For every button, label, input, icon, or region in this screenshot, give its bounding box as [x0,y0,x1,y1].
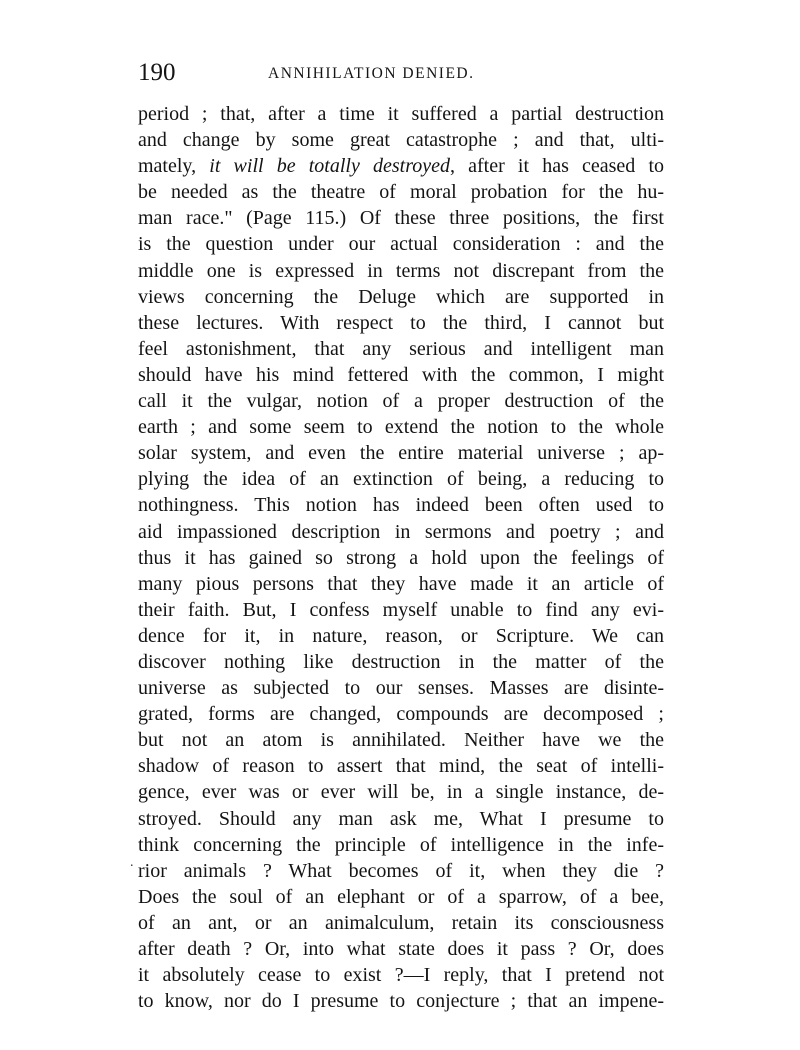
text-segment: but not an atom is annihilated. Neither have we the [138,729,664,752]
text-segment: plying the idea of an extinction of being, a reducing to [138,468,664,491]
text-line [138,623,664,649]
text-line [138,284,664,310]
text-segment: shadow of reason to assert that mind, the seat of intelli- [138,755,664,778]
text-line [138,753,664,779]
text-segment: after death ? Or, into what state does it pass ? Or, does [138,938,664,960]
text-line [138,205,664,231]
text-line [138,936,664,962]
text-segment: period ; that, after a time it suffered a partial destruction [138,103,664,125]
text-line [138,336,664,362]
text-segment: solar system, and even the entire material universe ; ap- [138,442,664,465]
text-line [138,231,664,257]
text-line [138,806,664,832]
text-line [138,179,664,205]
text-line [138,440,664,466]
text-segment: earth ; and some seem to extend the notion to the whole [138,416,664,439]
running-head [138,58,668,88]
text-segment: universe as subjected to our senses. Masses are disinte- [138,677,664,700]
text-segment: dence for it, in nature, reason, or Scripture. We can [138,624,664,647]
text-line [138,127,664,153]
text-line [138,310,664,336]
text-segment: aid impassioned description in sermons and poetry ; and [138,520,664,543]
text-line [138,153,664,179]
text-line [138,649,664,675]
text-segment: thus it has gained so strong a hold upon the feelings of [138,546,664,569]
text-segment: should have his mind fettered with the common, I might [138,363,664,386]
text-line [138,832,664,858]
italic-phrase: it will be totally destroyed [209,155,450,178]
text-line [138,492,664,518]
running-title: ANNIHILATION DENIED. [268,65,475,82]
text-line [138,519,664,545]
text-segment: is the question under our actual consideration : and the [138,233,664,256]
text-line [138,988,664,1014]
text-segment: be needed as the theatre of moral probation for the hu- [138,181,664,204]
text-segment: of an ant, or an animalculum, retain its consciousness [138,911,664,934]
margin-mark: . [130,855,134,870]
text-line [138,727,664,753]
text-line [138,597,664,623]
text-segment: Does the soul of an elephant or of a sparrow, of a bee, [138,885,664,908]
text-segment: gence, ever was or ever will be, in a single instance, de- [138,781,664,804]
text-segment: discover nothing like destruction in the matter of the [138,650,664,673]
text-line [138,858,664,884]
text-line [138,388,664,414]
text-segment: these lectures. With respect to the third, I cannot but [138,311,664,334]
text-segment: their faith. But, I confess myself unable to find any evi- [138,598,664,621]
text-segment: mately, [138,155,210,178]
text-segment: to know, nor do I presume to conjecture ; that an impene- [138,990,664,1013]
text-segment: , after it has ceased to [450,155,664,178]
text-line [138,466,664,492]
text-segment: rior animals ? What becomes of it, when they die ? [138,859,664,882]
text-line [138,779,664,805]
text-line [138,701,664,727]
text-segment: call it the vulgar, notion of a proper destruction of the [138,390,664,413]
text-line [138,362,664,388]
text-segment: stroyed. Should any man ask me, What I presume to [138,807,664,830]
text-segment: views concerning the Deluge which are supported in [138,285,664,308]
text-segment: feel astonishment, that any serious and intelligent man [138,337,664,360]
text-segment: it absolutely cease to exist ?—I reply, that I pretend not [138,964,664,987]
text-segment: and change by some great catastrophe ; and that, ulti- [138,129,664,152]
text-segment: grated, forms are changed, compounds are decomposed ; [138,703,664,726]
text-segment: nothingness. This notion has indeed been often used to [138,494,664,517]
text-line [138,675,664,701]
text-line [138,545,664,571]
page-number: 190 [138,59,176,86]
text-line [138,258,664,284]
text-line [138,884,664,910]
body-text [138,101,664,1014]
text-line [138,101,664,127]
text-segment: middle one is expressed in terms not discrepant from the [138,259,664,282]
text-segment: many pious persons that they have made it an article of [138,572,664,595]
text-line [138,962,664,988]
text-line [138,414,664,440]
text-line [138,571,664,597]
text-segment: think concerning the principle of intelligence in the infe- [138,833,664,856]
text-segment: man race." (Page 115.) Of these three positions, the first [138,207,664,230]
text-line [138,910,664,936]
